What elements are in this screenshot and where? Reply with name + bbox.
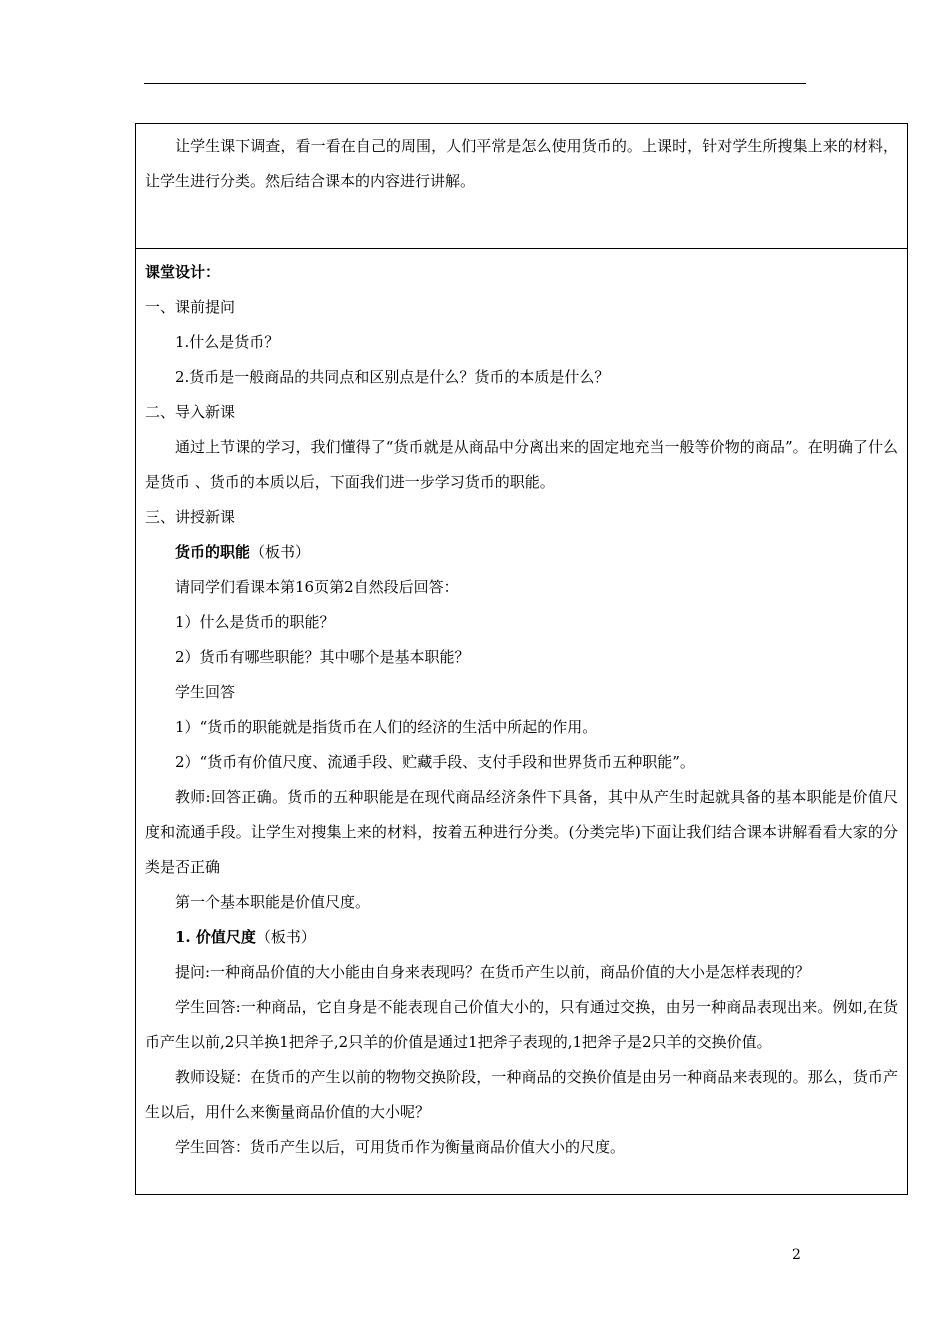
topic-line (145, 535, 898, 570)
intro-cell (145, 129, 898, 199)
section-2-title: 二、导入新课 (145, 403, 236, 421)
section-1-title: 一、课前提问 (145, 298, 236, 316)
answer-1: 1）“货币的职能就是指货币在人们的经济的生活中所起的作用。 (175, 718, 598, 736)
first-function: 第一个基本职能是价值尺度。 (175, 893, 371, 911)
lesson-cell (145, 255, 898, 1165)
topic-note: （板书） (250, 543, 311, 561)
student-answer-paragraph-1: 学生回答:一种商品，它自身是不能表现自己价值大小的，只有通过交换，由另一种商品表现出来。例如,在货币产生以前,2只羊换1把斧子,2只羊的价值是通过1把斧子表现的,1把斧子是2只羊的交换价值。 (145, 998, 898, 1051)
instruction: 请同学们看课本第16页第2自然段后回答： (175, 578, 459, 596)
answer-2: 2）“货币有价值尺度、流通手段、贮藏手段、支付手段和世界货币五种职能”。 (175, 753, 695, 771)
intro-new-lesson-paragraph: 通过上节课的学习，我们懂得了“货币就是从商品中分离出来的固定地充当一般等价物的商品”。在明确了什么是货币 、货币的本质以后，下面我们进一步学习货币的职能。 (145, 438, 898, 491)
question-1: 1.什么是货币？ (175, 333, 280, 351)
subtopic-note: （板书） (255, 928, 316, 946)
intro-paragraph: 让学生课下调查，看一看在自己的周围，人们平常是怎么使用货币的。上课时，针对学生所搜集上来的材料，让学生进行分类。然后结合课本的内容进行讲解。 (145, 137, 898, 190)
header-rule (144, 83, 806, 84)
cell-divider (136, 248, 907, 249)
section-3-title: 三、讲授新课 (145, 508, 236, 526)
topic-title: 货币的职能 (175, 543, 251, 561)
subtopic-line (145, 920, 898, 955)
inner-question-2: 2）货币有哪些职能？其中哪个是基本职能？ (175, 648, 470, 666)
lesson-heading: 课堂设计： (145, 263, 221, 281)
lesson-table (135, 123, 908, 1195)
teacher-paragraph: 教师:回答正确。货币的五种职能是在现代商品经济条件下具备，其中从产生时起就具备的基本职能是价值尺度和流通手段。让学生对搜集上来的材料，按着五种进行分类。(分类完毕)下面让我们结合课本讲解看看大家的分类是否正确 (145, 788, 898, 876)
inner-question-1: 1）什么是货币的职能？ (175, 613, 335, 631)
student-answer-label: 学生回答 (175, 683, 236, 701)
page-number: 2 (792, 1247, 801, 1263)
teacher-question-paragraph: 教师设疑：在货币的产生以前的物物交换阶段，一种商品的交换价值是由另一种商品来表现的。那么，货币产生以后，用什么来衡量商品价值的大小呢？ (145, 1068, 898, 1121)
question-2: 2.货币是一般商品的共同点和区别点是什么？货币的本质是什么？ (175, 368, 610, 386)
student-answer-paragraph-2: 学生回答：货币产生以后，可用货币作为衡量商品价值大小的尺度。 (175, 1138, 626, 1156)
subtopic-title: 1. 价值尺度 (175, 928, 256, 946)
question-paragraph: 提问:一种商品价值的大小能由自身来表现吗？在货币产生以前，商品价值的大小是怎样表现的？ (175, 963, 811, 981)
